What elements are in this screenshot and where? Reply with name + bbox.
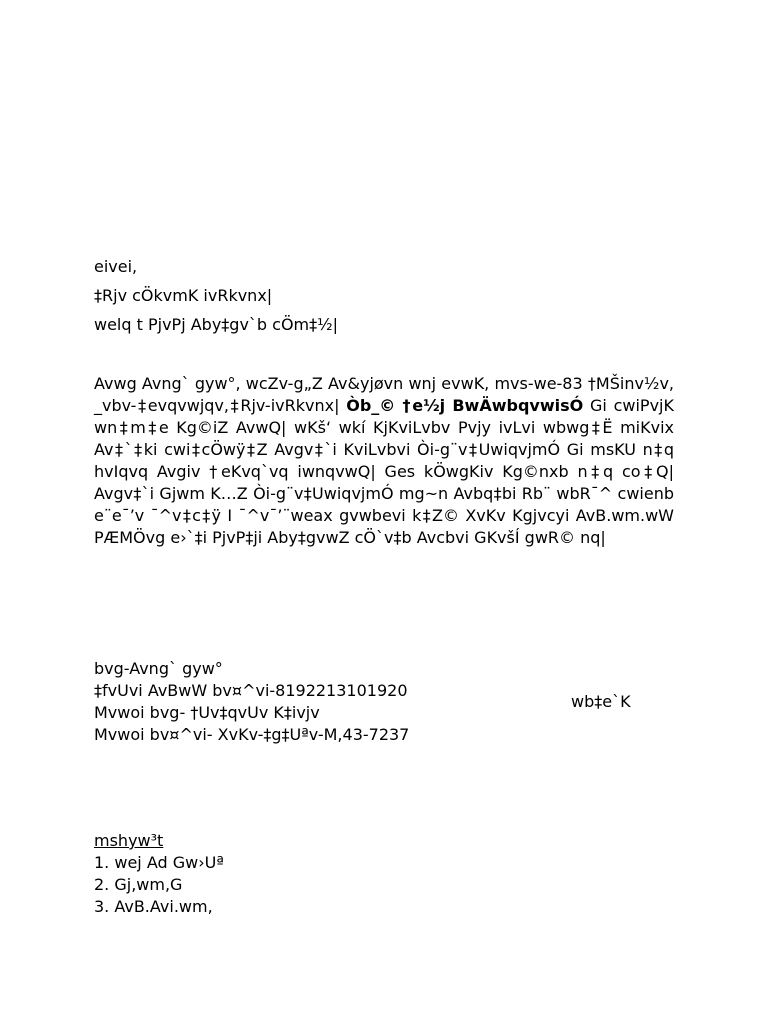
body-intro: Avwg Avng` gyw°, wcZv-g„Z Av&yjøvn wnj evwK, mvs-we-83 †MŠinv½v, _vbv-‡evqvwjqv,‡Rjv-ivRkvnx| <box>94 374 674 415</box>
letter-subject: welq t PjvPj Aby‡gv`b cÖm‡½| <box>94 315 339 334</box>
sender-voter-id: ‡fvUvi AvBwW bv¤^vi-8192213101920 <box>94 681 408 700</box>
company-name: Òb_© †e½j BwÄwbqvwisÓ <box>346 396 584 415</box>
body-rest: Gi cwiPvjK wn‡m‡e Kg©iZ AvwQ| wKš‘ wkí KjKviLvbv Pvjy ivLvi wbwg‡Ë miKvix Av‡`‡ki cwi‡cÖwÿ‡Z Avgv‡`i KviLvbvi Òi-g¨v‡UwiqvjmÓ Gi msKU n‡q hvIqvq Avgiv †eKvq`vq iwnqvwQ| Ges kÖwgKiv Kg©nxb n‡q co‡Q| Avgv‡`i Gjwm K…Z Òi-g¨v‡UwiqvjmÓ mg~n Avbq‡bi Rb¨ wbR¯^ cwienb e¨e¯’v ¯^v‡c‡ÿ I ¯^v¯’¨weax gvwbevi k‡Z© XvKv Kgjvcyi AvB.wm.wW PÆMÖvg e›`‡i PjvP‡ji Aby‡gvwZ cÖ`v‡b Avcbvi GKvšÍ gwR© nq| <box>94 396 674 547</box>
attachments-section <box>94 830 224 918</box>
sender-details <box>94 658 446 746</box>
letter-body <box>94 373 674 549</box>
attachment-item: 3. AvB.Avi.wm, <box>94 897 213 916</box>
letter-recipient: ‡Rjv cÖkvmK ivRkvnx| <box>94 286 273 305</box>
letter-salutation: eivei, <box>94 257 138 276</box>
attachments-heading: mshyw³t <box>94 831 164 850</box>
signature-label: wb‡e`K <box>571 692 631 711</box>
vehicle-number: Mvwoi bv¤^vi- XvKv-‡g‡Uªv-M,43-7237 <box>94 725 410 744</box>
attachment-item: 1. wej Ad Gw›Uª <box>94 853 224 872</box>
vehicle-name: Mvwoi bvg- †Uv‡qvUv K‡ivjv <box>94 703 320 722</box>
sender-name: bvg-Avng` gyw° <box>94 659 223 678</box>
attachment-item: 2. Gj,wm,G <box>94 875 183 894</box>
